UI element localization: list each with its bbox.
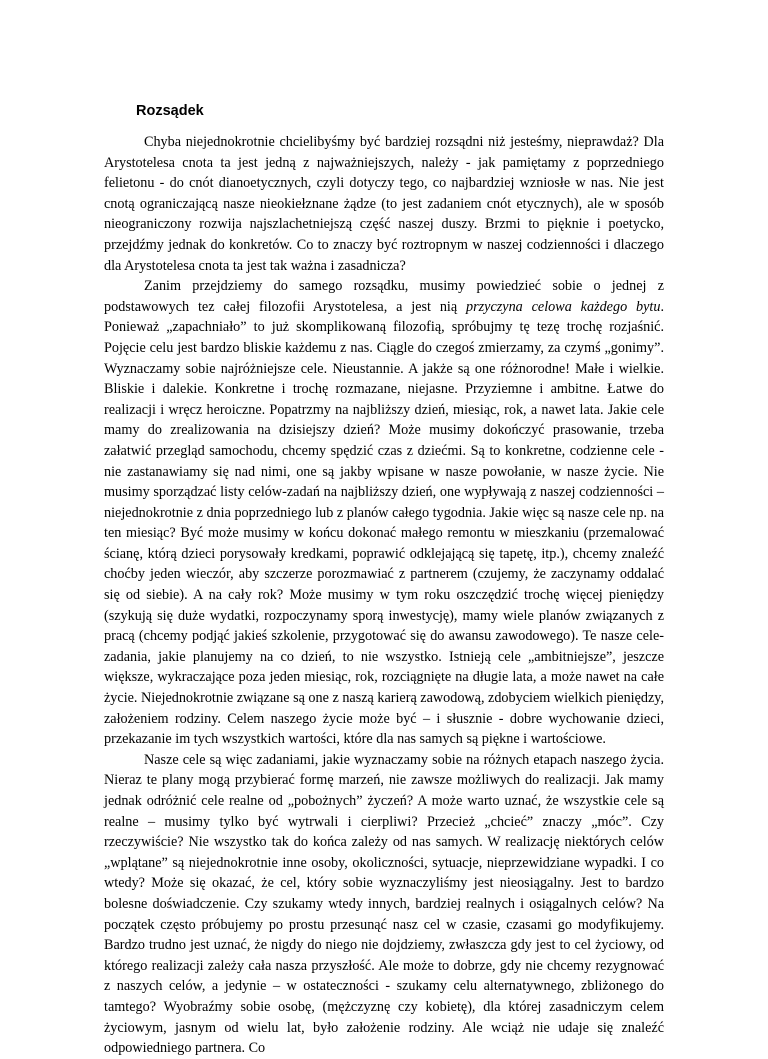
paragraph-3-text: Nasze cele są więc zadaniami, jakie wyznaczamy sobie na różnych etapach naszego życia. Nieraz te plany mogą przybierać formę marzeń, nie zawsze możliwych do realizacji. Jak mamy jednak odróżnić cele realne od „pobożnych” życzeń? A może warto uznać, że wszystkie cele są realne – musimy tylko być wytrwali i cierpliwi? Przecież „chcieć” znaczy „móc”. Czy rzeczywiście? Nie wszystko tak do końca zależy od nas samych. W realizację niektórych celów „wplątane” są niejednokrotnie inne osoby, okoliczności, sytuacje, nieprzewidziane wypadki. I co wtedy? Może się okazać, że cel, który sobie wyznaczyliśmy jest nieosiągalny. Jest to bardzo bolesne doświadczenie. Czy szukamy wtedy innych, bardziej realnych i osiągalnych celów? Na początek często próbujemy po prostu przesunąć nasz cel w czasie, czasami go modyfikujemy. Bardzo trudno jest uznać, że nigdy do niego nie dojdziemy, zwłaszcza gdy jest to cel życiowy, od którego realizacji zależy cała nasza przyszłość. Ale może to dobrze, gdy nie chcemy rezygnować z naszych celów, a jedynie – w ostateczności - szukamy celu alternatywnego, zbliżonego do tamtego? Wyobraźmy sobie osobę, (mężczyznę czy kobietę), dla której zasadniczym celem życiowym, jasnym od wielu lat, było założenie rodziny. Ale wciąż nie udaje się znaleźć odpowiedniego partnera. Co — [104, 751, 664, 1057]
document-title: Rozsądek — [136, 103, 204, 119]
paragraph-2-text-start: Zanim przejdziemy do samego rozsądku, musimy powiedzieć sobie o jednej z podstawowych tez całej filozofii Arystotelesa, a jest nią — [104, 278, 664, 315]
document-page — [104, 102, 664, 1059]
paragraph-2-text-end: . Ponieważ „zapachniało” to już skomplikowaną filozofią, spróbujmy tę tezę trochę rozjaśnić. Pojęcie celu jest bardzo bliskie każdemu z nas. Ciągle do czegoś zmierzamy, za czymś „gonimy”. Wyznaczamy sobie najróżniejsze cele. Nieustannie. A jakże są one różnorodne! Małe i wielkie. Bliskie i dalekie. Konkretne i trochę rozmazane, niejasne. Przyziemne i ambitne. Łatwe do realizacji i wręcz heroiczne. Popatrzmy na najbliższy dzień, miesiąc, rok, a nawet lata. Jakie cele mamy do zrealizowania na dzisiejszy dzień? Może musimy dokończyć prasowanie, trzeba załatwić przegląd samochodu, chcemy spędzić czas z dziećmi. Są to konkretne, codzienne cele - nie zastanawiamy się nad nimi, one są jakby wpisane w nasze powołanie, w nasze życie. Nie musimy sporządzać listy celów-zadań na najbliższy dzień, one wypływają z naszej codzienności – niejednokrotnie z dnia poprzedniego lub z planów całego tygodnia. Jakie więc są nasze cele np. na ten miesiąc? Być może musimy w końcu dokonać małego remontu w mieszkaniu (przemalować ścianę, którą dzieci porysowały kredkami, poprawić odklejającą się tapetę, itp.), chcemy znaleźć choćby jeden wieczór, aby szczerze porozmawiać z partnerem (czujemy, że zaczynamy oddalać się od siebie). A na cały rok? Może musimy w tym roku oszczędzić trochę więcej pieniędzy (szykują się duże wydatki, rozpoczynamy sporą inwestycję), mamy wiele planów związanych z pracą (chcemy podjąć jakieś szkolenie, przygotować się do awansu zawodowego). Te nasze cele-zadania, jakie planujemy na co dzień, to nie wszystko. Istnieją cele „ambitniejsze”, jeszcze większe, wykraczające poza jeden miesiąc, rok, rozciągnięte na długie lata, a może nawet na całe życie. Niejednokrotnie związane są one z naszą karierą zawodową, zdobyciem wielkich pieniędzy, założeniem rodziny. Celem naszego życie może być – i słusznie - dobre wychowanie dzieci, przekazanie im tych wszystkich wartości, które dla nas samych są piękne i wartościowe. — [104, 298, 665, 748]
paragraph-1 — [104, 132, 664, 276]
paragraph-1-text: Chyba niejednokrotnie chcielibyśmy być bardziej rozsądni niż jesteśmy, nieprawdaż? Dla Arystotelesa cnota ta jest jedną z najważniejszych, należy - jak pamiętamy z poprzedniego felietonu - do cnót dianoetycznych, czyli dotyczy tego, co najbardziej wzniosłe w nas. Nie jest cnotą ograniczającą nasze nieokiełznane żądze (to jest zadaniem cnót etycznych), ale w sposób nieograniczony rozwija najszlachetniejszą część naszej duszy. Brzmi to pięknie i poetycko, przejdźmy jednak do konkretów. Co to znaczy być roztropnym w naszej codzienności i dlaczego dla Arystotelesa cnota ta jest tak ważna i zasadnicza? — [104, 134, 664, 274]
paragraph-2 — [104, 276, 664, 750]
paragraph-2-italic-phrase: przyczyna celowa każdego bytu — [466, 298, 661, 315]
paragraph-3 — [104, 750, 664, 1059]
